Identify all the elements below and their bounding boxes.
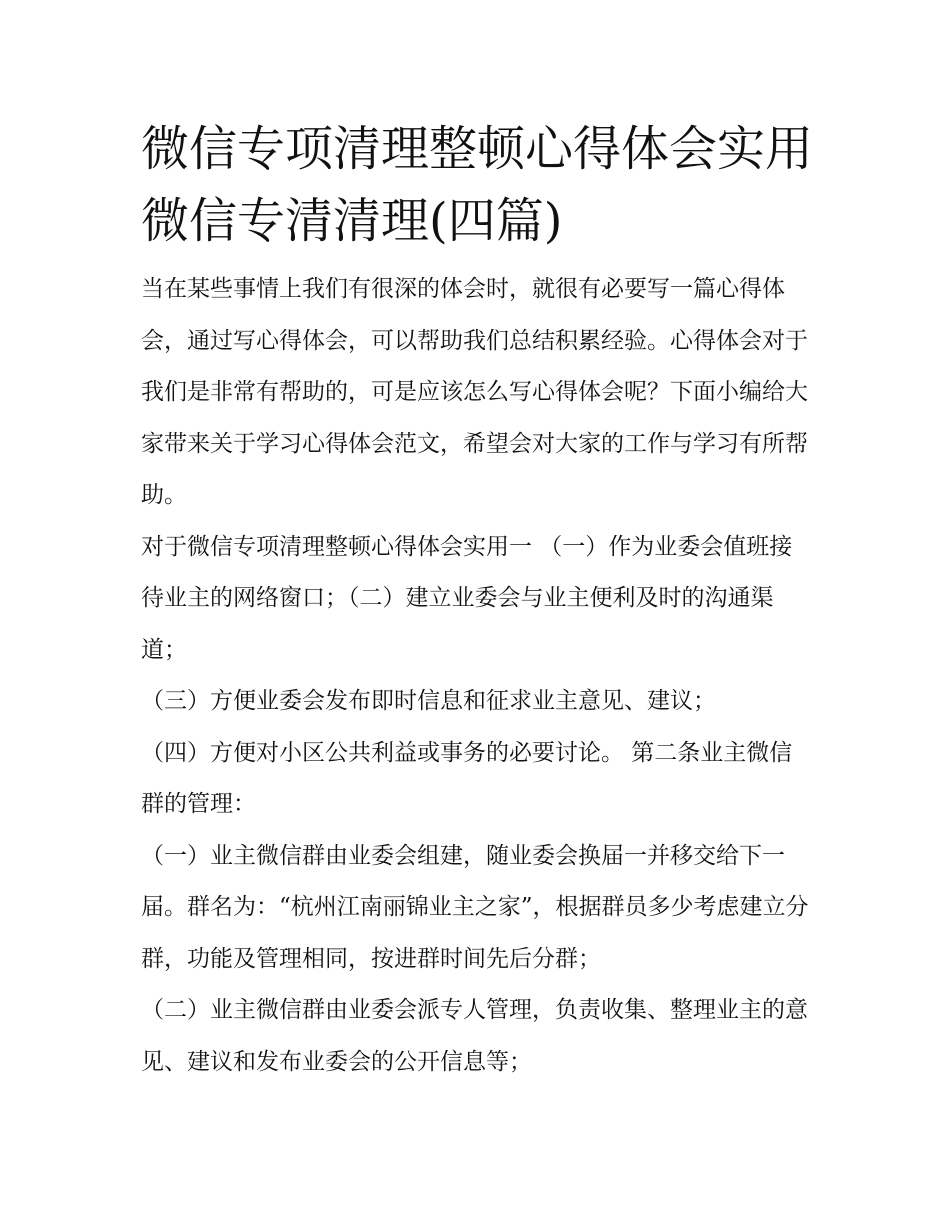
title-block [141, 113, 813, 257]
body-paragraph: （一）业主微信群由业委会组建，随业委会换届一并移交给下一届。群名为：“杭州江南丽锦业主之家”，根据群员多少考虑建立分群，功能及管理相同，按进群时间先后分群； [141, 842, 809, 972]
document-page [141, 113, 813, 1088]
body-paragraph: （四）方便对小区公共利益或事务的必要讨论。 第二条业主微信群的管理： [141, 739, 793, 817]
body-paragraph: 对于微信专项清理整顿心得体会实用一 （一）作为业委会值班接待业主的网络窗口；（二）建立业委会与业主便利及时的沟通渠道； [141, 533, 793, 663]
body-paragraph: （三）方便业委会发布即时信息和征求业主意见、建议； [141, 688, 716, 714]
body-paragraph: （二）业主微信群由业委会派专人管理，负责收集、整理业主的意见、建议和发布业委会的公开信息等； [141, 997, 808, 1075]
intro-paragraph: 当在某些事情上我们有很深的体会时，就很有必要写一篇心得体会，通过写心得体会，可以帮助我们总结积累经验。心得体会对于我们是非常有帮助的，可是应该怎么写心得体会呢？下面小编给大家带来关于学习心得体会范文，希望会对大家的工作与学习有所帮助。 [141, 276, 808, 508]
document-title: 微信专项清理整顿心得体会实用 微信专清清理(四篇) [141, 121, 814, 249]
